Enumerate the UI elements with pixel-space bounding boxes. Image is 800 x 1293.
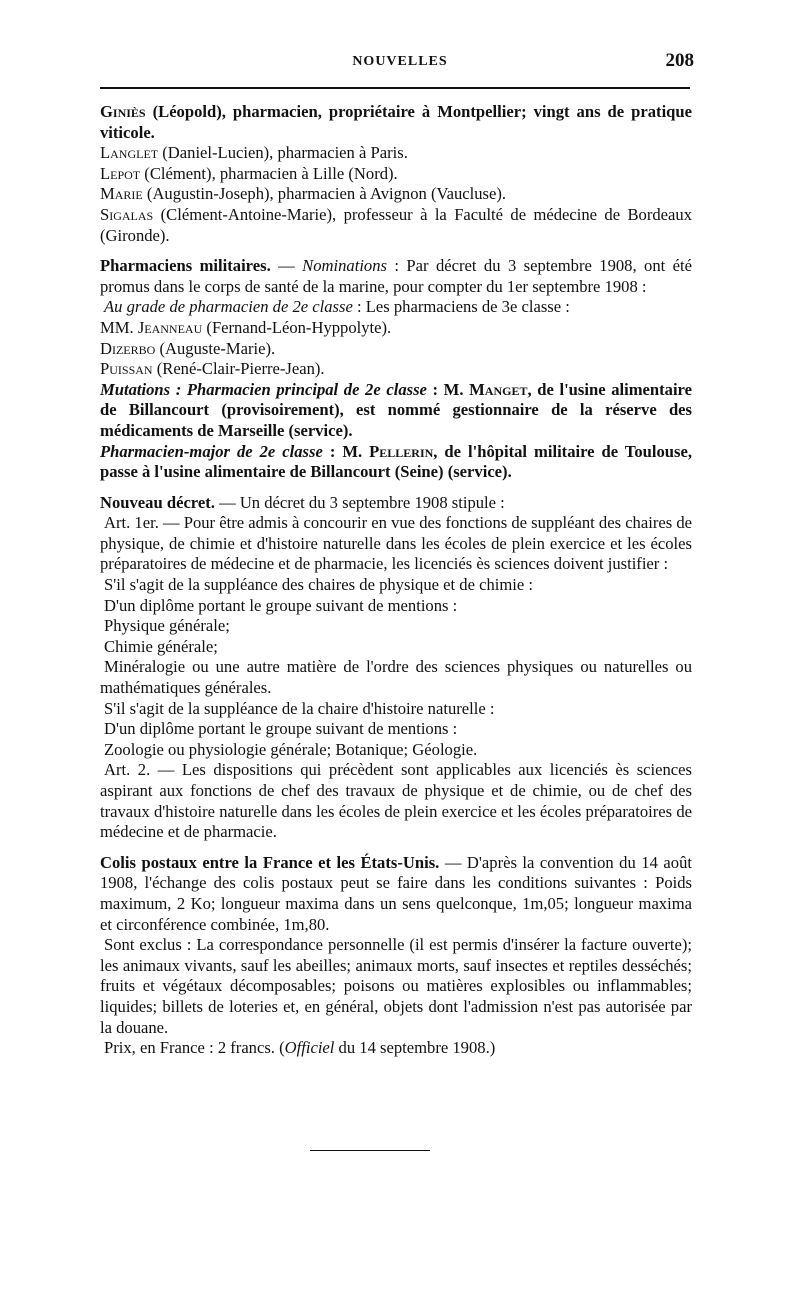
person-name: Marie [100, 184, 143, 204]
page-number: 208 [665, 50, 694, 71]
decret-line: S'il s'agit de la suppléance des chaires de physique et de chimie : [104, 575, 533, 595]
person-name: Jeanneau [137, 317, 203, 337]
decret-line: D'un diplôme portant le groupe suivant de mentions : [104, 719, 458, 739]
list-item-text: (Clément-Antoine-Marie), professeur à la Faculté de médecine de Bordeaux (Gironde). [100, 204, 692, 245]
price-date: du 14 septembre 1908.) [334, 1038, 496, 1058]
major-paragraph [100, 442, 692, 483]
article-2: Art. 2. — Les dispositions qui précèdent sont applicables aux licenciés ès sciences aspirant aux fonctions de chef des travaux de physique et de chimie, ou de chef des travaux d'histoire naturelle dans les écoles de plein exercice et les écoles préparatoires de médecine et de pharmacie. [100, 760, 692, 842]
list-item [100, 205, 692, 246]
mutations-text: , de l'usine alimentaire de Billancourt (provisoirement), est nommé gestionnaire de la réserve des médicaments de Marseille (service). [100, 379, 692, 440]
section-end-rule [310, 1150, 430, 1151]
list-item-text: (Fernand-Léon-Hyppolyte). [202, 317, 392, 337]
nominations-text: : Par décret du 3 septembre 1908, ont été promus dans le corps de santé de la marine, pour compter du 1er septembre 1908 : [100, 256, 692, 296]
grade-text: : Les pharmaciens de 3e classe : [352, 297, 570, 317]
list-item-text: (Auguste-Marie). [155, 338, 276, 358]
major-pre: : M. [322, 441, 370, 461]
person-name: Giniès [100, 102, 146, 121]
page-header [100, 50, 700, 80]
person-name: Manget [469, 379, 528, 399]
list-item-text: (Clément), pharmacien à Lille (Nord). [140, 163, 398, 183]
running-head: NOUVELLES [352, 54, 448, 69]
section-heading: Pharmaciens militaires. [100, 256, 271, 276]
list-item [100, 359, 692, 380]
decret-intro: — Un décret du 3 septembre 1908 stipule : [214, 492, 505, 512]
colis-exclusions: Sont exclus : La correspondance personnelle (il est permis d'insérer la facture ouverte); les animaux vivants, sauf les abeilles; animaux morts, sauf insectes et reptiles desséchés; fruits et végétaux décomposables; poisons ou matières explosibles ou inflammables; liquides; billets de loteries et, en général, objets dont l'admission n'est pas autorisée par la douane. [100, 935, 692, 1037]
decret-line: S'il s'agit de la suppléance de la chaire d'histoire naturelle : [104, 698, 495, 718]
decret-line: Minéralogie ou une autre matière de l'ordre des sciences physiques ou naturelles ou mathématiques générales. [100, 657, 692, 698]
header-rule [100, 87, 690, 89]
militaires-paragraph [100, 256, 692, 297]
mutations-paragraph [100, 380, 692, 442]
person-name: Sigalas [100, 204, 154, 224]
person-name: Puissan [100, 359, 153, 379]
person-name: Langlet [100, 143, 159, 163]
list-item [100, 318, 692, 339]
decret-line: Zoologie ou physiologie générale; Botanique; Géologie. [104, 739, 478, 759]
list-item [100, 339, 692, 360]
mutations-pre: : M. [426, 379, 470, 399]
mutations-label: Mutations : Pharmacien principal de 2e classe [100, 379, 427, 399]
dash: — [270, 256, 303, 276]
section-heading: Nouveau décret. [100, 492, 215, 512]
grade-label: Au grade de pharmacien de 2e classe [104, 297, 353, 317]
mm-prefix: MM. [100, 317, 138, 337]
major-text: , de l'hôpital militaire de Toulouse, passe à l'usine alimentaire de Billancourt (Seine) (service). [100, 441, 692, 482]
list-item-text: (Daniel-Lucien), pharmacien à Paris. [158, 143, 408, 163]
decret-paragraph [100, 493, 692, 514]
grade-paragraph [100, 297, 692, 318]
list-item [100, 102, 692, 143]
section-heading: Colis postaux entre la France et les États-Unis. [100, 852, 440, 872]
list-item [100, 164, 692, 185]
person-name: Lepot [100, 163, 141, 183]
source-name: Officiel [284, 1038, 335, 1058]
person-name: Dizerbo [100, 338, 156, 358]
colis-text: — D'après la convention du 14 août 1908, l'échange des colis postaux peut se faire dans les conditions suivantes : Poids maximum, 2 Ko; longueur maxima dans un sens quelconque, 1m,05; longueur maxima et circonférence combinée, 1m,80. [100, 852, 692, 934]
major-label: Pharmacien-major de 2e classe [100, 441, 323, 461]
article-1: Art. 1er. — Pour être admis à concourir en vue des fonctions de suppléant des chaires de physique, de chimie et d'histoire naturelle dans les écoles de plein exercice et les écoles préparatoires de médecine et de pharmacie, les licenciés ès sciences doivent justifier : [100, 513, 692, 574]
body-text [100, 102, 692, 1059]
nominations-label: Nominations [302, 256, 387, 276]
price-text: Prix, en France : 2 francs. ( [104, 1038, 285, 1058]
decret-line: D'un diplôme portant le groupe suivant de mentions : [104, 595, 458, 615]
colis-price [100, 1038, 692, 1059]
list-item-text: (Augustin-Joseph), pharmacien à Avignon (Vaucluse). [142, 184, 507, 204]
decret-line: Chimie générale; [104, 636, 218, 656]
list-item [100, 143, 692, 164]
list-item-text: (René-Clair-Pierre-Jean). [152, 359, 325, 379]
list-item-text: (Léopold), pharmacien, propriétaire à Montpellier; vingt ans de pratique viticole. [100, 102, 692, 142]
colis-paragraph [100, 853, 692, 935]
list-item [100, 184, 692, 205]
person-name: Pellerin [369, 441, 434, 461]
decret-line: Physique générale; [104, 616, 230, 636]
